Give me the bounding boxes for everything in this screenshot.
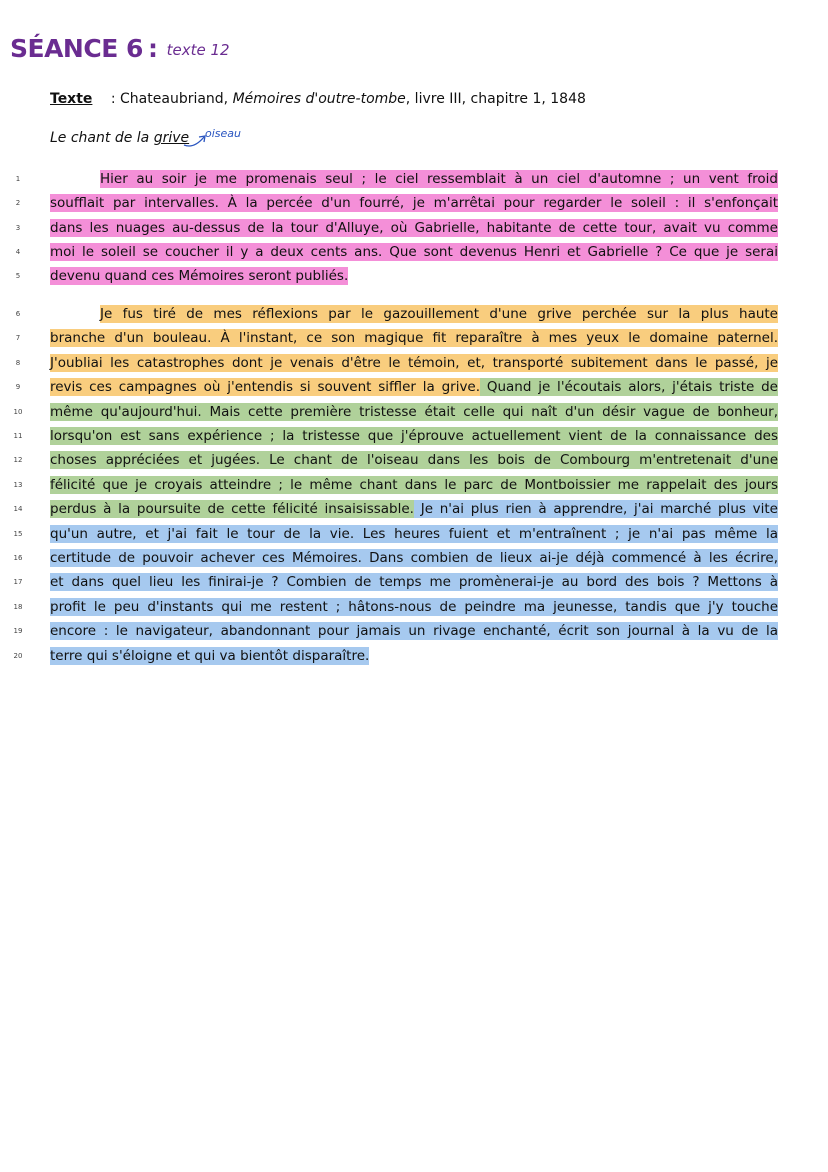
text-line	[50, 192, 778, 214]
source-details: , livre III, chapitre 1, 1848	[405, 91, 586, 107]
text-line	[50, 620, 778, 642]
session-heading	[10, 34, 230, 63]
text-line	[50, 401, 778, 423]
line-number: 13	[13, 480, 23, 489]
highlighted-text: Je n'ai plus rien à apprendre, j'ai marché plus vite	[413, 501, 778, 518]
text-line	[50, 303, 778, 325]
text-line	[50, 596, 778, 618]
highlighted-text: qu'un autre, et j'ai fait le tour de la vie. Les heures fuient et m'entraînent ; je n'ai pas même la	[50, 525, 778, 542]
text-line	[50, 523, 778, 545]
highlighted-text: dans les nuages au-dessus de la tour d'Alluye, où Gabrielle, habitante de cette tour, avait vu comme	[50, 219, 778, 236]
highlighted-text: encore : le navigateur, abandonnant pour jamais un rivage enchanté, écrit son journal à la vu de la	[50, 623, 778, 640]
highlighted-text: et dans quel lieu les finirai-je ? Combien de temps me promènerai-je au bord des bois ? Mettons à	[50, 574, 778, 591]
line-number: 19	[13, 627, 23, 636]
line-number: 2	[15, 199, 21, 208]
session-title: SÉANCE 6	[10, 34, 143, 63]
handwritten-annotation: oiseau	[205, 127, 241, 140]
source-work: Mémoires d'outre-tombe	[232, 91, 406, 107]
highlighted-text: profit le peu d'instants qui me restent ; hâtons-nous de peindre ma jeunesse, tandis que j'y touche	[50, 598, 778, 615]
text-subtitle	[50, 130, 189, 146]
line-number: 7	[15, 334, 21, 343]
line-number: 14	[13, 505, 23, 514]
session-separator: :	[147, 34, 158, 63]
text-line	[50, 217, 778, 239]
subtitle-keyword: grive	[153, 130, 190, 146]
text-line	[50, 547, 778, 569]
text-line	[50, 571, 778, 593]
session-note: texte 12	[166, 41, 230, 59]
source-colon: :	[110, 91, 116, 107]
line-number: 10	[13, 407, 23, 416]
highlighted-text: soufflait par intervalles. À la percée d'un fourré, je m'arrêtai pour regarder le soleil : il s'enfonçait	[50, 195, 778, 212]
highlighted-text: choses appréciées et jugées. Le chant de l'oiseau dans les bois de Combourg m'entretenait d'une	[50, 452, 778, 469]
text-line	[50, 327, 778, 349]
line-number: 8	[15, 358, 21, 367]
line-number: 1	[15, 175, 21, 183]
line-number: 3	[15, 223, 21, 232]
highlighted-text: terre qui s'éloigne et qui va bientôt disparaître.	[50, 647, 370, 664]
source-author: Chateaubriand,	[120, 91, 229, 107]
highlighted-text: perdus à la poursuite de cette félicité insaisissable.	[50, 501, 414, 518]
highlighted-text: Hier au soir je me promenais seul ; le ciel ressemblait à un ciel d'automne ; un vent froid	[100, 171, 778, 187]
line-number: 12	[13, 456, 23, 465]
text-line	[50, 645, 778, 667]
highlighted-text: revis ces campagnes où j'entendis si souvent siffler la grive.	[50, 379, 481, 396]
highlighted-text: branche d'un bouleau. À l'instant, ce son magique fit reparaître à mes yeux le domaine paternel.	[50, 330, 778, 347]
subtitle-prefix: Le chant de la	[50, 130, 150, 146]
line-number: 6	[15, 310, 21, 318]
highlighted-text: moi le soleil se coucher il y a deux cents ans. Que sont devenus Henri et Gabrielle ? Ce que je serai	[50, 243, 778, 260]
text-line	[50, 449, 778, 471]
line-number: 16	[13, 554, 23, 562]
text-line	[50, 352, 778, 374]
highlighted-text: devenu quand ces Mémoires seront publiés.	[50, 268, 349, 285]
line-number: 17	[13, 578, 23, 587]
highlighted-text: certitude de pouvoir achever ces Mémoires. Dans combien de lieux ai-je déjà commencé à les écrire,	[50, 550, 778, 566]
source-label: Texte	[50, 91, 93, 107]
text-line	[50, 425, 778, 447]
line-number: 20	[13, 651, 23, 660]
highlighted-text: même qu'aujourd'hui. Mais cette première tristesse était celle qui naît d'un désir vague de bonheur,	[50, 403, 778, 420]
highlighted-text: Quand je l'écoutais alors, j'étais triste de	[480, 379, 778, 396]
text-line	[50, 265, 778, 287]
highlighted-text: lorsqu'on est sans expérience ; la tristesse que j'éprouve actuellement vient de la connaissance des	[50, 428, 778, 444]
text-line	[50, 474, 778, 496]
highlighted-text: Je fus tiré de mes réflexions par le gazouillement d'une grive perchée sur la plus haute	[100, 306, 778, 322]
source-reference	[50, 91, 586, 107]
line-number: 5	[15, 272, 21, 281]
text-line	[50, 168, 778, 190]
text-line	[50, 241, 778, 263]
line-number: 11	[13, 432, 23, 440]
text-line	[50, 498, 778, 520]
highlighted-text: J'oubliai les catastrophes dont je venais d'être le témoin, et, transporté subitement dans le passé, je	[50, 354, 778, 371]
line-number: 15	[13, 529, 23, 538]
line-number: 9	[15, 383, 21, 392]
line-number: 4	[15, 247, 21, 256]
highlighted-text: félicité que je croyais atteindre ; le même chant dans le parc de Montboissier me rappelait des jours	[50, 476, 778, 493]
text-line	[50, 376, 778, 398]
line-number: 18	[13, 602, 23, 611]
